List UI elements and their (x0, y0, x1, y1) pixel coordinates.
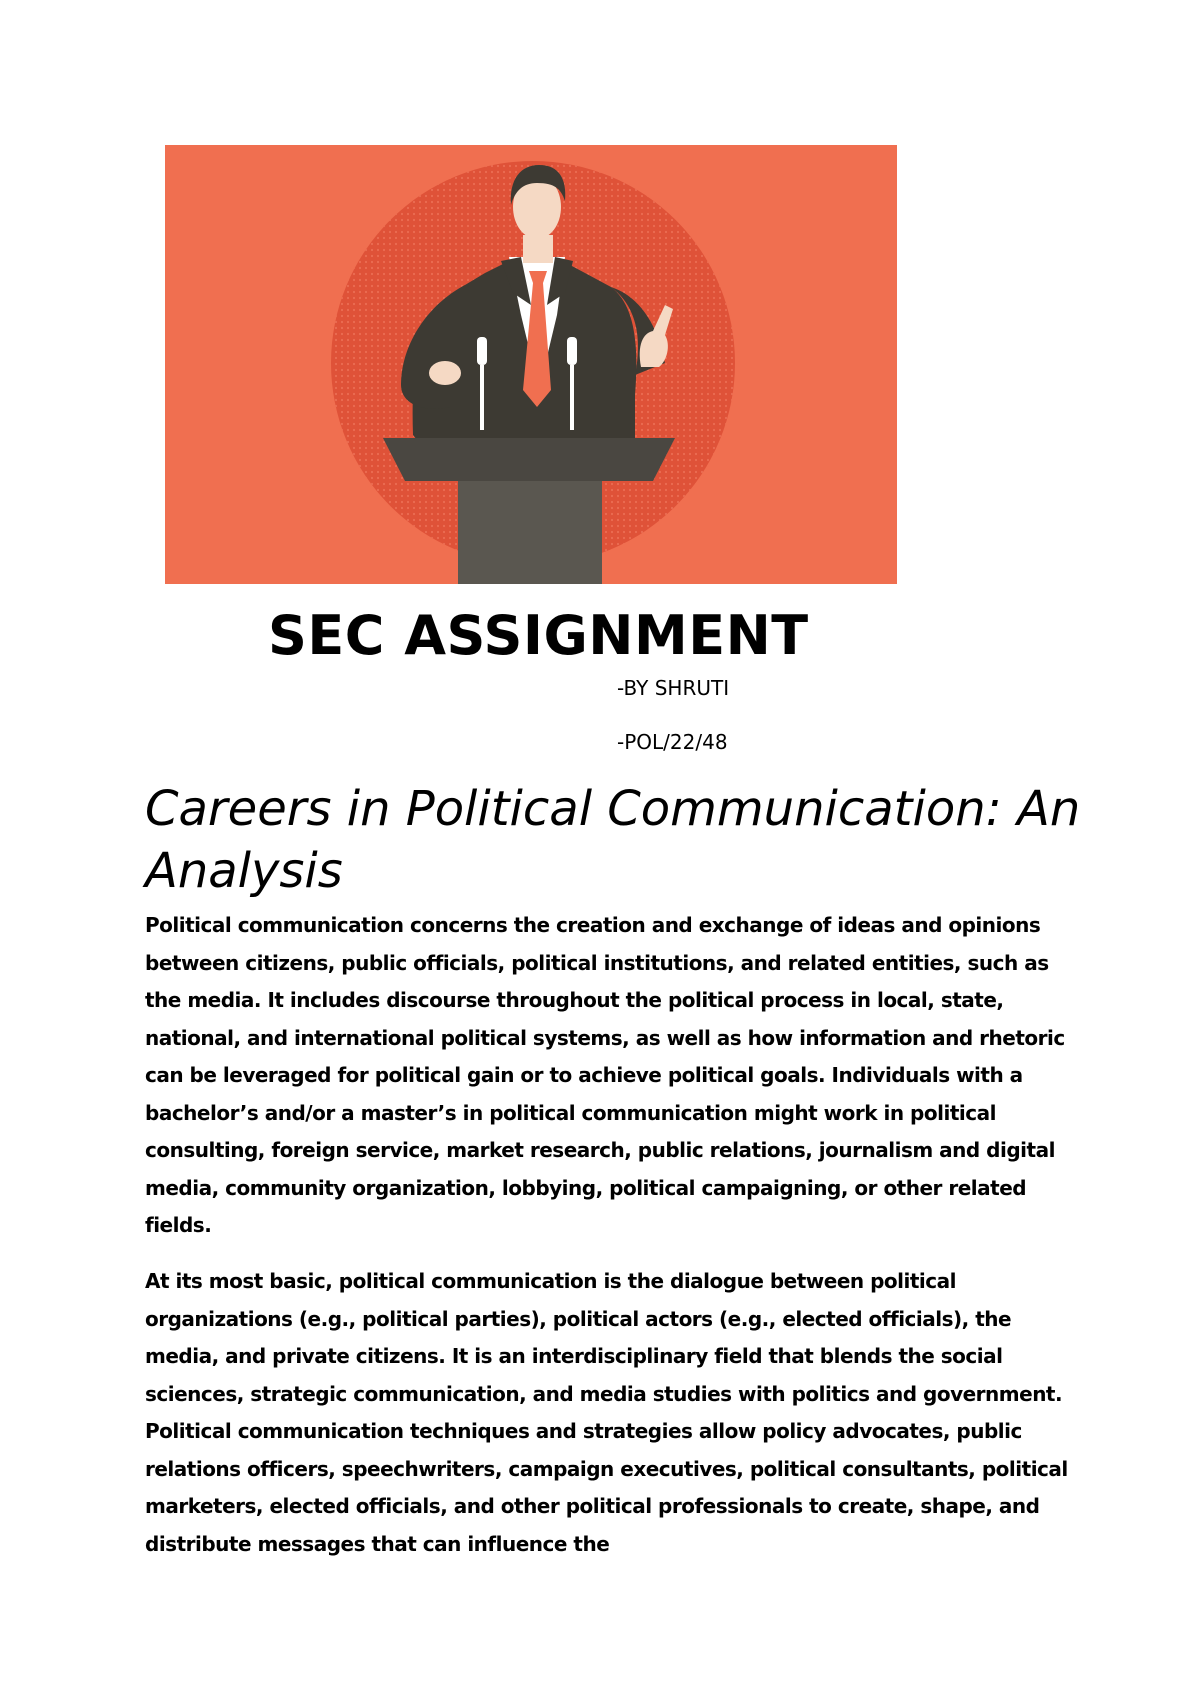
speaker-illustration-graphic (165, 145, 897, 584)
author-byline: -BY SHRUTI (617, 676, 730, 700)
speaker-neck (523, 235, 553, 263)
body-paragraph-2: At its most basic, political communication is the dialogue between political organizations (e.g., political parties), political actors (e.g., elected officials), the media, and private citizens. It is an interdisciplinary field that blends the social sciences, strategic communication, and media studies with politics and government. Political communication techniques and strategies allow policy advocates, public relations officers, speechwriters, campaign executives, political consultants, political marketers, elected officials, and other political professionals to create, shape, and distribute messages that can influence the (145, 1269, 1068, 1556)
roll-number: -POL/22/48 (617, 730, 728, 754)
mic-left-stand (480, 365, 484, 430)
document-heading: Careers in Political Communication: An Analysis (145, 781, 1081, 899)
assignment-title: SEC ASSIGNMENT (268, 604, 809, 667)
mic-right-stand (570, 365, 574, 430)
podium-stand (458, 481, 602, 584)
mic-right-head (567, 337, 577, 365)
body-paragraph-1: Political communication concerns the creation and exchange of ideas and opinions between citizens, public officials, political institutions, and related entities, such as the media. It includes discourse throughout the political process in local, state, national, and international political systems, as well as how information and rhetoric can be leveraged for political gain or to achieve political goals. Individuals with a bachelor’s and/or a master’s in political communication might work in political consulting, foreign service, market research, public relations, journalism and digital media, community organization, lobbying, political campaigning, or other related fields. (145, 913, 1065, 1237)
mic-left-head (477, 337, 487, 365)
podium-top (383, 438, 675, 481)
speaker-left-hand (429, 361, 461, 385)
speaker-illustration (165, 145, 897, 584)
